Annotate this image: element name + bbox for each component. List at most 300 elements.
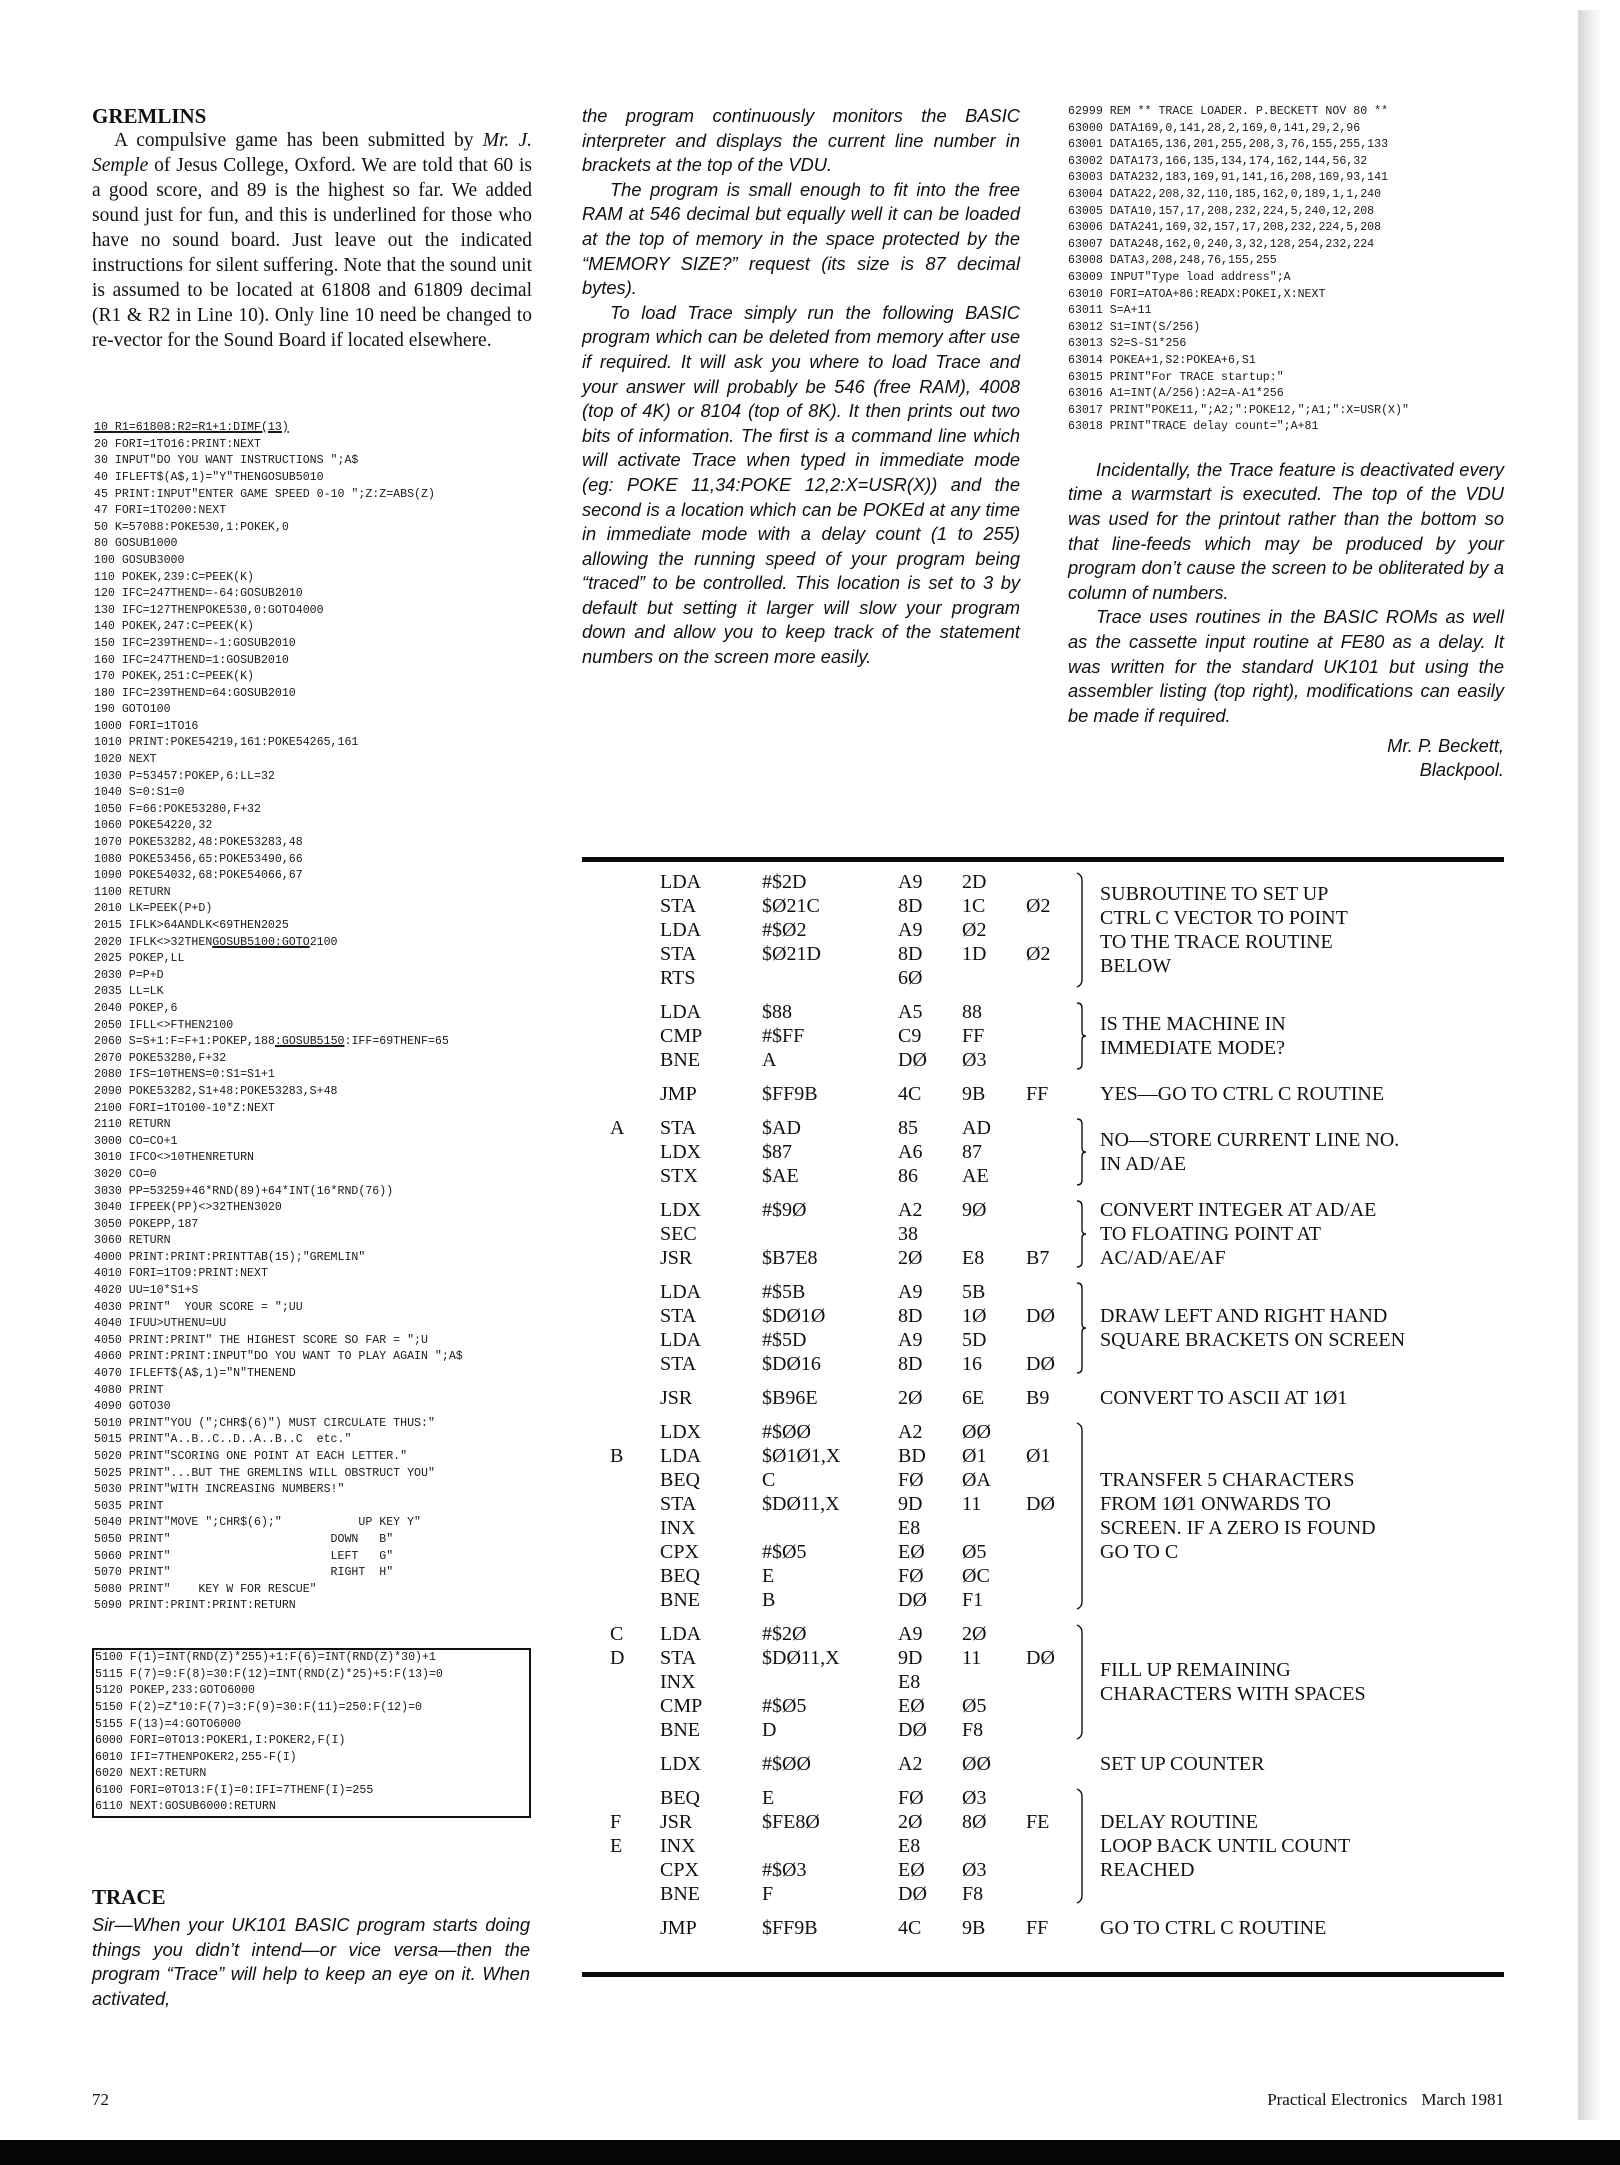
- asm-row: [582, 1786, 1504, 1810]
- asm-byte-2: 9B: [962, 1917, 986, 1939]
- column-3: [1068, 104, 1518, 782]
- asm-comment: IS THE MACHINE IN IMMEDIATE MODE?: [1100, 1013, 1286, 1059]
- asm-mnemonic: STA: [660, 1353, 697, 1375]
- code-line: 1010 PRINT:POKE54219,161:POKE54265,161: [94, 736, 359, 750]
- magazine-name: Practical Electronics: [1267, 2090, 1408, 2109]
- asm-comment: SUBROUTINE TO SET UP CTRL C VECTOR TO POINT TO THE TRACE ROUTINE BELOW: [1100, 883, 1348, 977]
- code-line: 5015 PRINT"A..B..C..D..A..B..C etc.": [94, 1433, 352, 1447]
- code-line: 5155 F(13)=4:GOTO6000: [95, 1717, 242, 1731]
- code-line: 5115 F(7)=9:F(8)=30:F(12)=INT(RND(Z)*25)+5:F(13)=0: [95, 1667, 443, 1681]
- asm-byte-1: A9: [898, 919, 923, 941]
- code-line: 2110 RETURN: [94, 1118, 171, 1132]
- asm-byte-3: FE: [1026, 1811, 1050, 1833]
- asm-operand: A: [762, 1049, 777, 1071]
- asm-mnemonic: BEQ: [660, 1469, 700, 1491]
- gremlins-intro: [92, 128, 532, 353]
- code-line: 2035 LL=LK: [94, 985, 164, 999]
- code-line: 63001 DATA165,136,201,255,208,3,76,155,255,133: [1068, 138, 1389, 152]
- code-line: 2030 P=P+D: [94, 968, 164, 982]
- asm-byte-1: 8D: [898, 1353, 923, 1375]
- asm-mnemonic: LDX: [660, 1141, 702, 1163]
- asm-comment: DELAY ROUTINE LOOP BACK UNTIL COUNT REACHED: [1100, 1811, 1351, 1881]
- code-line: 1060 POKE54220,32: [94, 819, 213, 833]
- code-line: 63017 PRINT"POKE11,";A2;":POKE12,";A1;":X=USR(X)": [1068, 403, 1409, 417]
- code-line: 63015 PRINT"For TRACE startup:": [1068, 370, 1284, 384]
- asm-byte-1: 85: [898, 1117, 918, 1139]
- asm-operand: #$Ø2: [762, 919, 807, 941]
- code-line: 100 GOSUB3000: [94, 553, 185, 567]
- code-line: 3060 RETURN: [94, 1234, 171, 1248]
- asm-mnemonic: LDA: [660, 1623, 702, 1645]
- brace-icon: [1074, 1002, 1088, 1070]
- code-line: 63000 DATA169,0,141,28,2,169,0,141,29,2,96: [1068, 121, 1361, 135]
- asm-byte-1: 4C: [898, 1083, 922, 1105]
- code-line: 47 FORI=1TO200:NEXT: [94, 504, 227, 518]
- asm-mnemonic: LDA: [660, 919, 702, 941]
- code-line: 63008 DATA3,208,248,76,155,255: [1068, 254, 1277, 268]
- asm-comment: CONVERT INTEGER AT AD/AE TO FLOATING POINT AT AC/AD/AE/AF: [1100, 1199, 1377, 1269]
- gremlins-basic-listing: [94, 387, 544, 1851]
- asm-byte-1: A2: [898, 1753, 923, 1775]
- asm-operand: $AD: [762, 1117, 801, 1139]
- asm-byte-1: 4C: [898, 1917, 922, 1939]
- asm-comment: NO—STORE CURRENT LINE NO. IN AD/AE: [1100, 1129, 1400, 1175]
- asm-byte-1: A9: [898, 1281, 923, 1303]
- asm-operand: $FE8Ø: [762, 1811, 820, 1833]
- asm-mnemonic: RTS: [660, 967, 696, 989]
- code-line: 30 INPUT"DO YOU WANT INSTRUCTIONS ";A$: [94, 454, 359, 468]
- code-line: 160 IFC=247THEND=1:GOSUB2010: [94, 653, 289, 667]
- trace-para-2: The program is small enough to fit into the free RAM at 546 decimal but equally well it can be loaded at the top of memory in the space protected by the “MEMORY SIZE?” request (its size is 87 decimal bytes).: [582, 178, 1020, 299]
- asm-mnemonic: JSR: [660, 1387, 693, 1409]
- asm-operand: $Ø21D: [762, 943, 821, 965]
- code-line: 3000 CO=CO+1: [94, 1134, 178, 1148]
- asm-byte-2: ØC: [962, 1565, 990, 1587]
- asm-mnemonic: CPX: [660, 1859, 699, 1881]
- asm-operand: #$9Ø: [762, 1199, 807, 1221]
- code-line: 180 IFC=239THEND=64:GOSUB2010: [94, 686, 296, 700]
- asm-byte-2: ØA: [962, 1469, 991, 1491]
- code-line: 5010 PRINT"YOU (";CHR$(6)") MUST CIRCULATE THUS:": [94, 1416, 435, 1430]
- code-line: 63014 POKEA+1,S2:POKEA+6,S1: [1068, 353, 1256, 367]
- issue-date: March 1981: [1421, 2090, 1504, 2109]
- column-1: [92, 104, 542, 2012]
- asm-byte-1: EØ: [898, 1541, 925, 1563]
- asm-comment: FILL UP REMAINING CHARACTERS WITH SPACES: [1100, 1659, 1366, 1705]
- asm-comment: GO TO CTRL C ROUTINE: [1100, 1917, 1327, 1939]
- asm-operand: $Ø21C: [762, 895, 820, 917]
- asm-group: [582, 1000, 1504, 1072]
- asm-byte-2: AE: [962, 1165, 989, 1187]
- asm-mnemonic: STA: [660, 895, 697, 917]
- trace-para-3: To load Trace simply run the following BASIC program which can be deleted from memory after use if required. It will ask you where to load Trace and your answer will probably be 546 (free RAM), 4008 (top of 4K) or 8104 (top of 8K). It then prints out two bits of information. The first is a command line which will activate Trace when typed in immediate mode (eg: POKE 11,34:POKE 12,2:X=USR(X)) and the second is a location which can be POKEd at any time in immediate mode with a delay count (1 to 255) allowing the running speed of your program being “traced” to be controlled. This location is set to 3 by default but setting it larger will slow your program down and allow you to keep track of the statement numbers on the screen more easily.: [582, 301, 1020, 668]
- code-tail: :IFF=69THENF=65: [344, 1035, 449, 1049]
- asm-byte-2: 11: [962, 1493, 982, 1515]
- asm-operand: $B7E8: [762, 1247, 818, 1269]
- sound-code-underlined: GOSUB5100:GOTO: [212, 935, 310, 949]
- brace-icon: [1074, 1282, 1088, 1374]
- asm-mnemonic: BNE: [660, 1589, 700, 1611]
- trace-para-4: Incidentally, the Trace feature is deactivated every time a warmstart is executed. The top of the VDU was used for the printout rather than the bottom so that line-feeds which may be produced by your program don’t cause the screen to be obliterated by a column of numbers.: [1068, 458, 1504, 603]
- asm-byte-1: C9: [898, 1025, 922, 1047]
- code-line: 1020 NEXT: [94, 753, 157, 767]
- asm-group: [582, 1386, 1504, 1410]
- asm-byte-1: A5: [898, 1001, 923, 1023]
- asm-operand: #$2D: [762, 871, 807, 893]
- asm-byte-1: 38: [898, 1223, 918, 1245]
- brace-icon: [1074, 1788, 1088, 1904]
- code-line: 1040 S=0:S1=0: [94, 786, 185, 800]
- asm-byte-1: E8: [898, 1671, 921, 1693]
- asm-mnemonic: STX: [660, 1165, 698, 1187]
- asm-comment: TRANSFER 5 CHARACTERS FROM 1Ø1 ONWARDS TO SCREEN. IF A ZERO IS FOUND GO TO C: [1100, 1469, 1376, 1563]
- asm-label: F: [610, 1811, 622, 1833]
- asm-byte-1: 9D: [898, 1493, 923, 1515]
- code-line: 150 IFC=239THEND=-1:GOSUB2010: [94, 636, 296, 650]
- asm-mnemonic: LDX: [660, 1199, 702, 1221]
- code-line: 190 GOTO100: [94, 703, 171, 717]
- asm-byte-1: 8D: [898, 1305, 923, 1327]
- asm-mnemonic: BEQ: [660, 1565, 700, 1587]
- asm-mnemonic: JMP: [660, 1083, 697, 1105]
- asm-comment: DRAW LEFT AND RIGHT HAND SQUARE BRACKETS ON SCREEN: [1100, 1305, 1406, 1351]
- sound-code-underlined: :GOSUB5150: [274, 1035, 345, 1049]
- signature-place: Blackpool.: [1419, 759, 1504, 781]
- asm-mnemonic: STA: [660, 943, 697, 965]
- asm-byte-2: 9Ø: [962, 1199, 987, 1221]
- code-line: 130 IFC=127THENPOKE530,0:GOTO4000: [94, 603, 324, 617]
- code-line: 110 POKEK,239:C=PEEK(K): [94, 570, 255, 584]
- code-line: 4060 PRINT:PRINT:INPUT"DO YOU WANT TO PLAY AGAIN ";A$: [94, 1350, 463, 1364]
- asm-group: [582, 1198, 1504, 1270]
- asm-byte-3: DØ: [1026, 1305, 1055, 1327]
- asm-byte-3: Ø2: [1026, 943, 1051, 965]
- asm-byte-3: FF: [1026, 1917, 1049, 1939]
- asm-byte-1: DØ: [898, 1049, 927, 1071]
- gremlins-listing-lines: [94, 420, 544, 1615]
- code-line: [94, 1034, 544, 1051]
- asm-mnemonic: BNE: [660, 1883, 700, 1905]
- trace-intro: Sir—When your UK101 BASIC program starts doing things you didn’t intend—or vice versa—then the program “Trace” will help to keep an eye on it. When activated,: [92, 1914, 530, 2010]
- code-line: 45 PRINT:INPUT"ENTER GAME SPEED 0-10 ";Z:Z=ABS(Z): [94, 487, 435, 501]
- code-line: 4040 IFUU>UTHENU=UU: [94, 1317, 227, 1331]
- asm-byte-2: 11: [962, 1647, 982, 1669]
- code-line: 3030 PP=53259+46*RND(89)+64*INT(16*RND(76)): [94, 1184, 394, 1198]
- footer-magazine: [1140, 2090, 1504, 2110]
- asm-byte-1: EØ: [898, 1695, 925, 1717]
- asm-row: [582, 1352, 1504, 1376]
- asm-byte-1: BD: [898, 1445, 926, 1467]
- asm-byte-2: AD: [962, 1117, 991, 1139]
- gremlins-author: Mr. J. Semple: [92, 130, 533, 176]
- code-line: 2050 IFLL<>FTHEN2100: [94, 1018, 234, 1032]
- code-line: 6020 NEXT:RETURN: [95, 1767, 207, 1781]
- code-line: 140 POKEK,247:C=PEEK(K): [94, 620, 255, 634]
- asm-byte-2: F8: [962, 1883, 984, 1905]
- asm-mnemonic: INX: [660, 1835, 696, 1857]
- page-number: 72: [92, 2090, 109, 2109]
- asm-byte-2: FF: [962, 1025, 985, 1047]
- asm-byte-2: 5D: [962, 1329, 987, 1351]
- code-line: 4070 IFLEFT$(A$,1)="N"THENEND: [94, 1367, 296, 1381]
- code-line: 5080 PRINT" KEY W FOR RESCUE": [94, 1582, 317, 1596]
- code-line: 50 K=57088:POKE530,1:POKEK,0: [94, 520, 289, 534]
- asm-byte-1: A2: [898, 1199, 923, 1221]
- code-line: 63013 S2=S-S1*256: [1068, 337, 1187, 351]
- asm-mnemonic: LDA: [660, 1445, 702, 1467]
- asm-byte-2: 8Ø: [962, 1811, 987, 1833]
- asm-byte-2: ØØ: [962, 1421, 991, 1443]
- asm-mnemonic: SEC: [660, 1223, 697, 1245]
- asm-mnemonic: BNE: [660, 1049, 700, 1071]
- asm-group: [582, 1116, 1504, 1188]
- asm-byte-1: E8: [898, 1835, 921, 1857]
- asm-byte-2: Ø5: [962, 1541, 987, 1563]
- asm-mnemonic: BEQ: [660, 1787, 700, 1809]
- code-line: 120 IFC=247THEND=-64:GOSUB2010: [94, 587, 303, 601]
- code-line: 63011 S=A+11: [1068, 304, 1152, 318]
- trace-article-continued: [582, 104, 1020, 670]
- asm-operand: $DØ11,X: [762, 1493, 840, 1515]
- asm-byte-2: Ø3: [962, 1787, 987, 1809]
- code-line: 10 R1=61808:R2=R1+1:DIMF(13): [94, 421, 289, 435]
- asm-label: C: [610, 1623, 624, 1645]
- asm-byte-1: A6: [898, 1141, 923, 1163]
- asm-row: [582, 1882, 1504, 1906]
- assembler-top-rule: [582, 857, 1504, 862]
- asm-byte-2: 16: [962, 1353, 982, 1375]
- asm-row: [582, 1622, 1504, 1646]
- code-line: 2015 IFLK>64ANDLK<69THEN2025: [94, 919, 289, 932]
- asm-operand: #$Ø5: [762, 1695, 807, 1717]
- asm-byte-3: DØ: [1026, 1647, 1055, 1669]
- code-line: 20 FORI=1TO16:PRINT:NEXT: [94, 437, 261, 451]
- code-line: 4010 FORI=1TO9:PRINT:NEXT: [94, 1267, 268, 1281]
- asm-mnemonic: LDA: [660, 871, 702, 893]
- asm-group: [582, 1280, 1504, 1376]
- asm-label: B: [610, 1445, 624, 1467]
- asm-byte-2: 1Ø: [962, 1305, 987, 1327]
- trace-heading: TRACE: [92, 1885, 166, 1910]
- asm-byte-1: 2Ø: [898, 1247, 923, 1269]
- code-line: 5060 PRINT" LEFT G": [94, 1549, 394, 1563]
- asm-mnemonic: LDX: [660, 1421, 702, 1443]
- asm-byte-1: A9: [898, 871, 923, 893]
- code-line: 5020 PRINT"SCORING ONE POINT AT EACH LETTER.": [94, 1450, 408, 1463]
- asm-byte-2: 87: [962, 1141, 982, 1163]
- asm-operand: #$Ø3: [762, 1859, 807, 1881]
- asm-byte-1: 2Ø: [898, 1387, 923, 1409]
- asm-operand: #$ØØ: [762, 1421, 811, 1443]
- page-edge-shadow: [1578, 10, 1600, 2120]
- asm-group: [582, 1082, 1504, 1106]
- asm-byte-2: 1C: [962, 895, 986, 917]
- asm-operand: $FF9B: [762, 1083, 818, 1105]
- asm-byte-1: 86: [898, 1165, 918, 1187]
- asm-mnemonic: CMP: [660, 1695, 703, 1717]
- asm-byte-1: A2: [898, 1421, 923, 1443]
- code-line: 6000 FORI=0TO13:POKER1,I:POKER2,F(I): [95, 1734, 346, 1748]
- asm-byte-1: E8: [898, 1517, 921, 1539]
- code-line: 1030 P=53457:POKEP,6:LL=32: [94, 769, 275, 783]
- asm-operand: $B96E: [762, 1387, 818, 1409]
- code-line: 4050 PRINT:PRINT" THE HIGHEST SCORE SO FAR = ";U: [94, 1333, 428, 1347]
- brace-icon: [1074, 1118, 1088, 1186]
- code-line: 63006 DATA241,169,32,157,17,208,232,224,5,208: [1068, 221, 1382, 235]
- asm-comment: YES—GO TO CTRL C ROUTINE: [1100, 1083, 1385, 1105]
- asm-comment: CONVERT TO ASCII AT 1Ø1: [1100, 1387, 1348, 1409]
- asm-label: A: [610, 1117, 625, 1139]
- code-line: 2070 POKE53280,F+32: [94, 1051, 227, 1065]
- code-line: 1090 POKE54032,68:POKE54066,67: [94, 869, 303, 883]
- asm-byte-3: Ø2: [1026, 895, 1051, 917]
- code-line: 2080 IFS=10THENS=0:S1=S1+1: [94, 1068, 275, 1082]
- code-line: 6010 IFI=7THENPOKER2,255-F(I): [95, 1750, 297, 1764]
- asm-byte-1: FØ: [898, 1565, 924, 1587]
- asm-byte-1: A9: [898, 1329, 923, 1351]
- asm-comment: SET UP COUNTER: [1100, 1753, 1265, 1775]
- asm-byte-2: Ø3: [962, 1859, 987, 1881]
- trace-para-1: the program continuously monitors the BASIC interpreter and displays the current line number in brackets at the top of the VDU.: [582, 105, 1020, 176]
- asm-group: [582, 1622, 1504, 1742]
- asm-byte-3: B7: [1026, 1247, 1050, 1269]
- asm-byte-2: 2D: [962, 871, 987, 893]
- asm-byte-1: A9: [898, 1623, 923, 1645]
- asm-operand: B: [762, 1589, 776, 1611]
- code-line: 2040 POKEP,6: [94, 1001, 178, 1015]
- asm-byte-2: 9B: [962, 1083, 986, 1105]
- code-line: 1080 POKE53456,65:POKE53490,66: [94, 852, 303, 866]
- code-line: 1100 RETURN: [94, 885, 171, 899]
- brace-icon: [1074, 872, 1088, 988]
- code-line: 5040 PRINT"MOVE ";CHR$(6);" UP KEY Y": [94, 1516, 421, 1530]
- code-line: 40 IFLEFT$(A$,1)="Y"THENGOSUB5010: [94, 470, 324, 484]
- asm-byte-1: FØ: [898, 1787, 924, 1809]
- code-head: 2060 S=S+1:F=F+1:POKEP,188: [94, 1035, 275, 1049]
- asm-operand: $DØ11,X: [762, 1647, 840, 1669]
- code-line: 6110 NEXT:GOSUB6000:RETURN: [95, 1800, 276, 1814]
- asm-byte-1: 8D: [898, 895, 923, 917]
- code-line: 5030 PRINT"WITH INCREASING NUMBERS!": [94, 1483, 345, 1497]
- code-line: 5025 PRINT"...BUT THE GREMLINS WILL OBSTRUCT YOU": [94, 1466, 435, 1480]
- asm-byte-2: Ø2: [962, 919, 987, 941]
- asm-byte-2: F1: [962, 1589, 984, 1611]
- asm-byte-2: 1D: [962, 943, 987, 965]
- asm-mnemonic: LDA: [660, 1329, 702, 1351]
- code-line: 4020 UU=10*S1+S: [94, 1284, 199, 1298]
- code-line: 5070 PRINT" RIGHT H": [94, 1566, 394, 1580]
- asm-mnemonic: JSR: [660, 1247, 693, 1269]
- asm-mnemonic: STA: [660, 1493, 697, 1515]
- asm-byte-2: Ø5: [962, 1695, 987, 1717]
- code-line: 80 GOSUB1000: [94, 537, 178, 551]
- asm-byte-1: DØ: [898, 1589, 927, 1611]
- code-line: 5150 F(2)=Z*10:F(7)=3:F(9)=30:F(11)=250:F(12)=0: [95, 1700, 422, 1714]
- asm-operand: E: [762, 1565, 775, 1587]
- code-line: 63018 PRINT"TRACE delay count=";A+81: [1068, 420, 1319, 434]
- asm-operand: $Ø1Ø1,X: [762, 1445, 841, 1467]
- gremlins-article: [92, 104, 542, 353]
- gremlins-heading: GREMLINS: [92, 104, 207, 128]
- asm-operand: F: [762, 1883, 774, 1905]
- code-line: 4090 GOTO30: [94, 1400, 171, 1414]
- asm-byte-2: E8: [962, 1247, 985, 1269]
- asm-group: [582, 870, 1504, 990]
- asm-operand: #$5B: [762, 1281, 806, 1303]
- asm-mnemonic: LDX: [660, 1753, 702, 1775]
- code-line: 5100 F(1)=INT(RND(Z)*255)+1:F(6)=INT(RND(Z)*30)+1: [95, 1651, 436, 1665]
- asm-byte-1: EØ: [898, 1859, 925, 1881]
- code-line: 63003 DATA232,183,169,91,141,16,208,169,93,141: [1068, 171, 1389, 185]
- code-line: 1070 POKE53282,48:POKE53283,48: [94, 836, 303, 850]
- asm-byte-2: Ø3: [962, 1049, 987, 1071]
- asm-byte-1: FØ: [898, 1469, 924, 1491]
- assembler-listing: [582, 870, 1504, 1950]
- asm-label: E: [610, 1835, 623, 1857]
- gremlins-intro-pre: A compulsive game has been submitted by: [114, 130, 483, 151]
- asm-operand: D: [762, 1719, 777, 1741]
- asm-operand: $DØ1Ø: [762, 1305, 826, 1327]
- scan-border: [0, 2140, 1620, 2165]
- asm-mnemonic: JSR: [660, 1811, 693, 1833]
- asm-operand: #$FF: [762, 1025, 805, 1047]
- brace-icon: [1074, 1422, 1088, 1610]
- asm-byte-2: 5B: [962, 1281, 986, 1303]
- asm-byte-3: B9: [1026, 1387, 1050, 1409]
- code-line: 4000 PRINT:PRINT:PRINTTAB(15);"GREMLIN": [94, 1250, 366, 1264]
- asm-operand: $88: [762, 1001, 792, 1023]
- asm-operand: $87: [762, 1141, 792, 1163]
- code-head: 2020 IFLK<>32THEN: [94, 935, 213, 949]
- code-line: 2010 LK=PEEK(P+D): [94, 902, 213, 916]
- code-line: 1000 FORI=1TO16: [94, 719, 199, 733]
- code-line: 62999 REM ** TRACE LOADER. P.BECKETT NOV 80 **: [1068, 105, 1389, 118]
- signature-name: Mr. P. Beckett,: [1387, 735, 1504, 757]
- asm-mnemonic: STA: [660, 1117, 697, 1139]
- asm-mnemonic: BNE: [660, 1719, 700, 1741]
- asm-byte-3: DØ: [1026, 1353, 1055, 1375]
- code-line: 2100 FORI=1TO100-10*Z:NEXT: [94, 1101, 275, 1115]
- asm-byte-3: DØ: [1026, 1493, 1055, 1515]
- asm-mnemonic: INX: [660, 1671, 696, 1693]
- asm-mnemonic: CMP: [660, 1025, 703, 1047]
- brace-icon: [1074, 1200, 1088, 1268]
- code-line: 6100 FORI=0TO13:F(I)=0:IFI=7THENF(I)=255: [95, 1783, 374, 1797]
- code-line: 63004 DATA22,208,32,110,185,162,0,189,1,1,240: [1068, 187, 1382, 201]
- code-line: 3010 IFCO<>10THENRETURN: [94, 1151, 255, 1165]
- asm-group: [582, 1420, 1504, 1612]
- asm-operand: $AE: [762, 1165, 799, 1187]
- code-line: 170 POKEK,251:C=PEEK(K): [94, 670, 255, 684]
- asm-operand: #$5D: [762, 1329, 807, 1351]
- asm-row: [582, 1420, 1504, 1444]
- code-line: 5050 PRINT" DOWN B": [94, 1532, 394, 1546]
- asm-mnemonic: JMP: [660, 1917, 697, 1939]
- asm-operand: #$Ø5: [762, 1541, 807, 1563]
- asm-byte-1: 2Ø: [898, 1811, 923, 1833]
- code-line: 5035 PRINT: [94, 1499, 164, 1513]
- asm-operand: #$ØØ: [762, 1753, 811, 1775]
- code-line: 63010 FORI=ATOA+86:READX:POKEI,X:NEXT: [1068, 287, 1326, 301]
- asm-operand: C: [762, 1469, 776, 1491]
- code-line: 4080 PRINT: [94, 1383, 164, 1397]
- asm-group: [582, 1916, 1504, 1940]
- asm-row: [582, 1280, 1504, 1304]
- assembler-bottom-rule: [582, 1972, 1504, 1977]
- code-line: 63002 DATA173,166,135,134,174,162,144,56,32: [1068, 154, 1368, 168]
- asm-group: [582, 1786, 1504, 1906]
- asm-byte-2: 6E: [962, 1387, 985, 1409]
